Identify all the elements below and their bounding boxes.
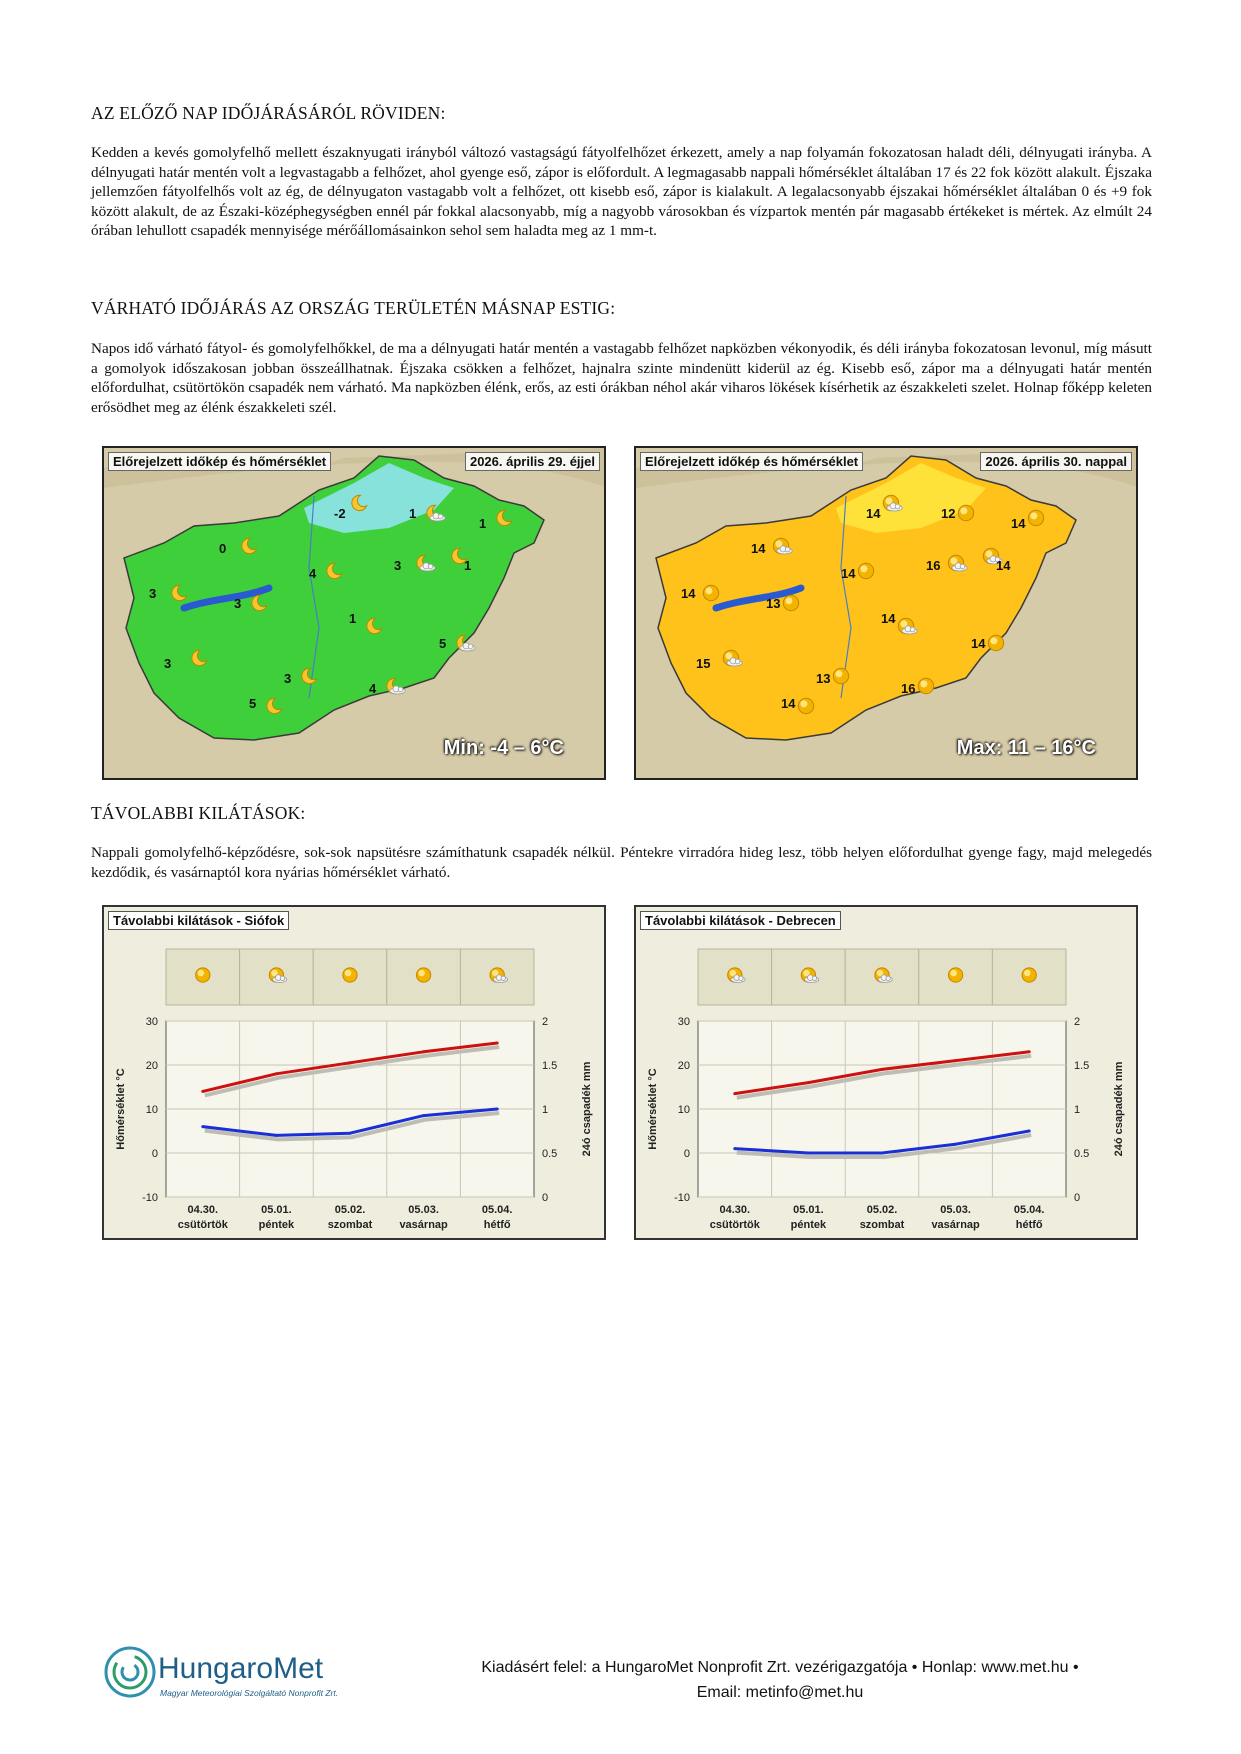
- data-point-min: [1028, 1130, 1031, 1133]
- sun-icon: [858, 563, 873, 578]
- x-tick-day: vasárnap: [399, 1219, 448, 1231]
- map-canvas: [636, 448, 1138, 780]
- temp-label: 14: [971, 636, 986, 651]
- x-tick-day: csütörtök: [177, 1219, 228, 1231]
- temp-label: 12: [941, 506, 956, 521]
- sun-icon: [343, 968, 357, 982]
- map-canvas: [104, 448, 606, 780]
- x-tick-day: péntek: [258, 1219, 295, 1231]
- data-point-max: [349, 1061, 352, 1064]
- x-tick-day: hétfő: [483, 1219, 511, 1231]
- x-tick-label: 05.01.: [793, 1204, 824, 1216]
- data-point-max: [275, 1072, 278, 1075]
- outlook-chart-debrecen: [634, 905, 1138, 1240]
- map-title: Előrejelzett időkép és hőmérséklet: [108, 452, 331, 471]
- x-tick-label: 04.30.: [187, 1204, 219, 1216]
- temp-label: 3: [234, 596, 242, 611]
- x-tick-label: 05.02.: [866, 1204, 898, 1216]
- temp-label: 14: [881, 611, 896, 626]
- sun-icon: [1022, 968, 1036, 982]
- outlook-chart-siofok: [102, 905, 606, 1240]
- data-point-max: [496, 1042, 499, 1045]
- temp-label: 14: [866, 506, 881, 521]
- temp-label: 15: [696, 656, 711, 671]
- data-point-min: [733, 1147, 736, 1150]
- sun-icon: [798, 698, 813, 713]
- sun-icon: [833, 668, 848, 683]
- y-axis-label: Hőmérséklet °C: [115, 1068, 127, 1150]
- map-date: 2026. április 29. éjjel: [465, 452, 600, 471]
- x-tick-day: szombat: [859, 1219, 905, 1231]
- temp-label: 14: [681, 586, 696, 601]
- y2-tick-label: 1.5: [542, 1060, 558, 1072]
- temp-label: 1: [409, 506, 417, 521]
- x-tick-label: 05.03.: [940, 1204, 971, 1216]
- y2-tick-label: 2: [1074, 1016, 1081, 1028]
- x-tick-day: hétfő: [1015, 1219, 1043, 1231]
- map-temp-range: Max: 11 – 16°C: [956, 737, 1096, 759]
- temp-label: 16: [901, 681, 916, 696]
- temp-label: 4: [369, 681, 377, 696]
- y2-tick-label: 2: [542, 1016, 549, 1028]
- x-tick-label: 05.02.: [334, 1204, 366, 1216]
- y-tick-label: 30: [145, 1016, 158, 1028]
- data-point-min: [496, 1108, 499, 1111]
- x-tick-day: vasárnap: [931, 1219, 980, 1231]
- chart-title: Távolabbi kilátások - Debrecen: [640, 911, 841, 930]
- temp-label: 1: [464, 558, 472, 573]
- forecast-map-night: [102, 446, 606, 780]
- temp-label: 3: [284, 671, 292, 686]
- sun-icon: [988, 635, 1003, 650]
- logo-name: HungaroMet: [158, 1652, 324, 1685]
- y-tick-label: 10: [145, 1104, 158, 1116]
- y-tick-label: 0: [151, 1148, 158, 1160]
- sun-icon: [196, 968, 210, 982]
- sun-icon: [948, 968, 962, 982]
- data-point-min: [881, 1152, 884, 1155]
- y-tick-label: 30: [677, 1016, 690, 1028]
- temp-label: 3: [149, 586, 157, 601]
- y2-tick-label: 0: [1074, 1192, 1081, 1204]
- y-tick-label: 20: [677, 1060, 690, 1072]
- y-tick-label: -10: [674, 1192, 690, 1204]
- map-title: Előrejelzett időkép és hőmérséklet: [640, 452, 863, 471]
- y-tick-label: 20: [145, 1060, 158, 1072]
- chart-canvas: [636, 907, 1138, 1240]
- temp-label: 13: [766, 596, 781, 611]
- x-tick-label: 05.04.: [1013, 1204, 1045, 1216]
- y2-tick-label: 0: [542, 1192, 549, 1204]
- data-point-max: [1028, 1050, 1031, 1053]
- forecast-text: Napos idő várható fátyol- és gomolyfelhőkkel, de ma a délnyugati határ mentén a vastagabb felhőzet napközben vékonyodik, és déli irányba fokozatosan levonul, míg másutt a gomolyok időszakosan jobban összeállhatnak. Éjszaka csökken a felhőzet, hajnalra szinte mindenütt kiderül az ég. Kisebb eső, zápor ma a délnyugati határ mentén előfordulhat, csütörtökön csapadék nem várható. Ma napközben élénk, erős, az esti órákban néhol akár viharos lökések kísérhetik az északkeleti szelet. Holnap főképp keleten erősödhet meg az élénk északkeleti szél.: [91, 340, 1152, 416]
- data-point-max: [881, 1068, 884, 1071]
- y2-tick-label: 0.5: [1074, 1148, 1090, 1160]
- sun-icon: [703, 585, 718, 600]
- x-tick-label: 05.01.: [261, 1204, 292, 1216]
- sun-icon: [416, 968, 430, 982]
- logo-subtitle: Magyar Meteorológiai Szolgáltató Nonprofit Zrt.: [160, 1688, 339, 1698]
- chart-canvas: [104, 907, 606, 1240]
- x-tick-day: szombat: [327, 1219, 373, 1231]
- map-temp-range: Min: -4 – 6°C: [443, 737, 564, 759]
- footer-line-1: Kiadásért felel: a HungaroMet Nonprofit Zrt. vezérigazgatója • Honlap: www.met.hu •: [481, 1659, 1079, 1676]
- y-tick-label: 0: [683, 1148, 690, 1160]
- logo-icon: [102, 1642, 362, 1702]
- map-date: 2026. április 30. nappal: [980, 452, 1132, 471]
- temp-label: 1: [479, 516, 487, 531]
- x-tick-label: 05.03.: [408, 1204, 439, 1216]
- sun-icon: [1028, 510, 1043, 525]
- temp-label: 16: [926, 558, 941, 573]
- temp-label: 5: [249, 696, 257, 711]
- data-point-min: [201, 1125, 204, 1128]
- temp-label: 14: [751, 541, 766, 556]
- temp-label: 14: [781, 696, 796, 711]
- y-tick-label: 10: [677, 1104, 690, 1116]
- data-point-max: [201, 1090, 204, 1093]
- temp-label: 1: [349, 611, 357, 626]
- hungaromet-logo: [102, 1642, 362, 1702]
- temp-label: 5: [439, 636, 447, 651]
- chart-title: Távolabbi kilátások - Siófok: [108, 911, 289, 930]
- temp-label: 4: [309, 566, 317, 581]
- x-tick-label: 05.04.: [481, 1204, 513, 1216]
- y2-tick-label: 1.5: [1074, 1060, 1090, 1072]
- data-point-min: [422, 1114, 425, 1117]
- data-point-min: [954, 1143, 957, 1146]
- y2-tick-label: 1: [542, 1104, 549, 1116]
- outlook-heading: TÁVOLABBI KILÁTÁSOK:: [91, 803, 306, 823]
- sun-icon: [958, 505, 973, 520]
- data-point-min: [349, 1132, 352, 1135]
- temp-label: 14: [841, 566, 856, 581]
- data-point-min: [275, 1134, 278, 1137]
- temp-label: 13: [816, 671, 831, 686]
- y2-tick-label: 1: [1074, 1104, 1081, 1116]
- temp-label: 3: [164, 656, 172, 671]
- footer: [400, 1655, 1160, 1705]
- sun-icon: [783, 595, 798, 610]
- prev-day-text: Kedden a kevés gomolyfelhő mellett északnyugati irányból változó vastagságú fátyolfelhőzet érkezett, amely a nap folyamán fokozatosan haladt déli, délnyugati irányba. A délnyugati határ mentén volt a legvastagabb a felhőzet, ahol gyenge eső, zápor is előfordult. A legmagasabb nappali hőmérséklet általában 17 és 22 fok között alakult. Éjszaka jellemzően fátyolfelhős volt az ég, de délnyugaton vastagabb volt a felhőzet, ott kisebb eső, zápor is kialakult. A legalacsonyabb éjszakai hőmérséklet általában 0 és +9 fok között alakult, de az Északi-középhegységben ennél pár fokkal alacsonyabb, míg a nagyobb városokban és vízpartok mentén pár magasabb értékeket is mértek. Az elmúlt 24 órában lehullott csapadék mennyisége mérőállomásainkon sehol sem haladta meg az 1 mm-t.: [91, 144, 1152, 240]
- prev-day-heading: AZ ELŐZŐ NAP IDŐJÁRÁSÁRÓL RÖVIDEN:: [91, 103, 446, 123]
- temp-label: -2: [334, 506, 346, 521]
- y2-tick-label: 0.5: [542, 1148, 558, 1160]
- data-point-max: [807, 1081, 810, 1084]
- footer-line-2: Email: metinfo@met.hu: [696, 1684, 864, 1701]
- x-tick-day: péntek: [790, 1219, 827, 1231]
- x-tick-day: csütörtök: [709, 1219, 760, 1231]
- temp-label: 14: [1011, 516, 1026, 531]
- data-point-max: [422, 1050, 425, 1053]
- sun-icon: [918, 678, 933, 693]
- data-point-max: [954, 1059, 957, 1062]
- temp-label: 3: [394, 558, 402, 573]
- forecast-heading: VÁRHATÓ IDŐJÁRÁS AZ ORSZÁG TERÜLETÉN MÁSNAP ESTIG:: [91, 298, 616, 318]
- forecast-map-day: [634, 446, 1138, 780]
- y-axis-label: Hőmérséklet °C: [647, 1068, 659, 1150]
- temp-label: 0: [219, 541, 227, 556]
- y2-axis-label: 24ó csapadék mm: [1113, 1061, 1125, 1157]
- outlook-text: Nappali gomolyfelhő-képződésre, sok-sok napsütésre számíthatunk csapadék nélkül. Péntekre virradóra hideg lesz, több helyen előfordulhat gyenge fagy, majd melegedés kezdődik, és vasárnaptól kora nyárias hőmérséklet várható.: [91, 844, 1152, 881]
- y-tick-label: -10: [142, 1192, 158, 1204]
- x-tick-label: 04.30.: [719, 1204, 751, 1216]
- data-point-min: [807, 1152, 810, 1155]
- y2-axis-label: 24ó csapadék mm: [581, 1061, 593, 1157]
- data-point-max: [733, 1092, 736, 1095]
- temp-label: 14: [996, 558, 1011, 573]
